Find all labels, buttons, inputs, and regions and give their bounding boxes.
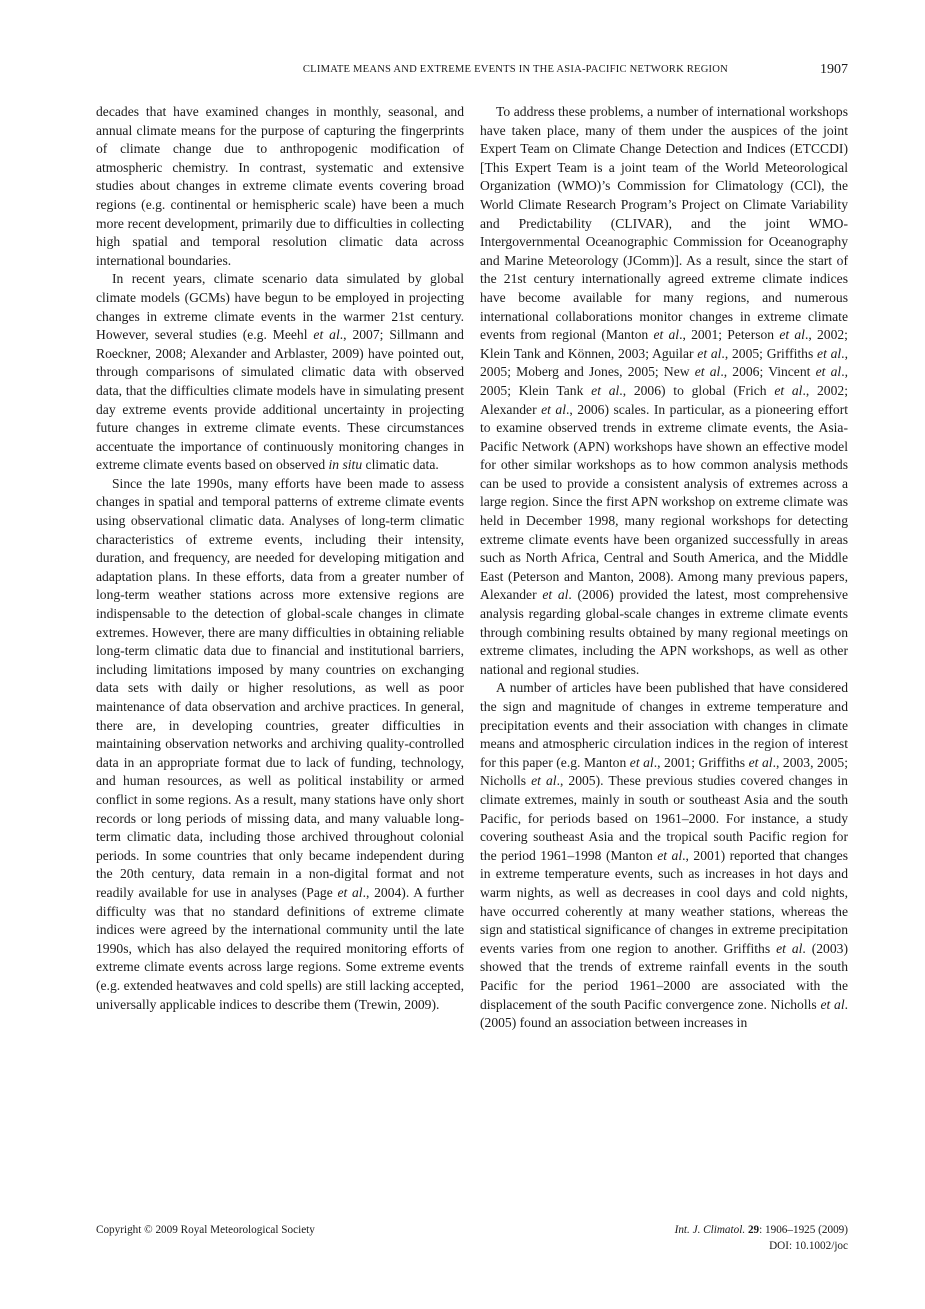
citation-info [675,1222,848,1254]
paragraph: A number of articles have been published that have considered the sign and magnitude of changes in extreme temperature and precipitation events and their association with changes in climate means and atmospheric circulation indices in the region of interest for this paper (e.g. Manton et al., 2001; Griffiths et al., 2003, 2005; Nicholls et al., 2005). These previous studies covered changes in climate extremes, mainly in south or southeast Asia and the south Pacific, for periods based on 1961–2000. For instance, a study covering southeast Asia and the tropical south Pacific region for the period 1961–1998 (Manton et al., 2001) reported that changes in extreme temperature events, such as increases in hot days and warm nights, as well as decreases in cool days and cold nights, have occurred coherently at many weather stations, whereas the sign and statistical significance of changes in extreme precipitation events varies from one region to another. Griffiths et al. (2003) showed that the trends of extreme rainfall events in the south Pacific for the period 1961–2000 are associated with the displacement of the south Pacific convergence zone. Nicholls et al. (2005) found an association between increases in [480,680,849,1031]
copyright-notice: Copyright © 2009 Royal Meteorological Society [96,1224,315,1236]
running-head-title: CLIMATE MEANS AND EXTREME EVENTS IN THE ASIA-PACIFIC NETWORK REGION [302,64,728,75]
paragraph: Since the late 1990s, many efforts have been made to assess changes in spatial and temporal patterns of extreme climate events using observational climatic data. Analyses of long-term climatic characteristics of extreme events, including their intensity, duration, and frequency, are needed for developing mitigation and adaptation plans. In these efforts, data from a greater number of long-term weather stations across more extensive regions are indispensable to the detection of global-scale changes in climate extremes. However, there are many difficulties in obtaining reliable long-term climatic data due to financial and institutional barriers, including limitations imposed by many countries on exchanging data sets with daily or higher resolutions, as well as poor maintenance of data observation and archive practices. In general, there are, in developing countries, greater difficulties in maintaining observation networks and archiving quality-controlled data in an appropriate format due to lack of funding, technology, and human resources, as well as political instability or armed conflict in some regions. As a result, many stations have only short records or long periods of missing data, and many valuable long-term climatic data, including those archived throughout colonial periods. In some countries that only became independent during the 20th century, data remain in a non-digital format and not readily available for use in analyses (Page et al., 2004). A further difficulty was that no standard definitions of extreme climate indices were agreed by the international community until the late 1990s, which has also delayed the required monitoring efforts of extreme climate events across large regions. Some extreme events (e.g. extended heatwaves and cold spells) are still lacking accepted, universally applicable indices to describe them (Trewin, 2009). [96,475,464,1012]
paragraph: decades that have examined changes in monthly, seasonal, and annual climate means for the purpose of capturing the fingerprints of climate change due to anthropogenic modification of atmospheric chemistry. In contrast, systematic and extensive studies about changes in extreme climate events covering broad regions (e.g. continental or hemispheric scale) have been a much more recent development, primarily due to difficulties in collecting high spatial and temporal resolution climatic data across international boundaries. [96,104,464,268]
running-head [96,64,848,82]
right-column [480,103,848,1033]
left-column [96,103,464,1014]
paragraph: To address these problems, a number of international workshops have taken place, many of them under the auspices of the joint Expert Team on Climate Change Detection and Indices (ETCCDI) [This Expert Team is a joint team of the World Meteorological Organization (WMO)’s Commission for Climatology (CCl), the World Climate Research Program’s Project on Climate Variability and Predictability (CLIVAR), and the joint WMO-Intergovernmental Oceanographic Commission for Oceanography and Marine Meteorology (JComm)]. As a result, since the start of the 21st century internationally agreed extreme climate indices have become available for many regions, and numerous international collaborations monitor changes in extreme climate events from regional (Manton et al., 2001; Peterson et al., 2002; Klein Tank and Können, 2003; Aguilar et al., 2005; Griffiths et al., 2005; Moberg and Jones, 2005; New et al., 2006; Vincent et al., 2005; Klein Tank et al., 2006) to global (Frich et al., 2002; Alexander et al., 2006) scales. In particular, as a pioneering effort to examine observed trends in extreme climate events, the Asia-Pacific Network (APN) workshops have shown an effective model for other similar workshops as to how common analysis methods can be used to provide a consistent analysis of extremes across a large region. Since the first APN workshop on extreme climate was held in December 1998, many regional workshops for detecting extreme climate events have been organized successfully in areas such as North Africa, Central and South America, and the Middle East (Peterson and Manton, 2008). Among many previous papers, Alexander et al. (2006) provided the latest, most comprehensive analysis regarding global-scale changes in extreme climate events through combining results obtained by many regional meetings on extreme climates, including the APN workshops, as well as other national and regional studies. [480,104,848,677]
paragraph: In recent years, climate scenario data simulated by global climate models (GCMs) have begun to be employed in projecting changes in extreme climate events in the warmer 21st century. However, several studies (e.g. Meehl et al., 2007; Sillmann and Roeckner, 2008; Alexander and Arblaster, 2009) have pointed out, through comparisons of simulated climatic data with observed data, that the difficulties climate models have in simulating present day extreme events provide additional uncertainty in projecting future changes in extreme climate events. These circumstances accentuate the importance of continuously monitoring changes in extreme climate events based on observed in situ climatic data. [96,271,464,473]
journal-citation: Int. J. Climatol. 29: 1906–1925 (2009) [674,1224,848,1236]
page-number: 1907 [820,62,848,77]
doi: DOI: 10.1002/joc [769,1240,848,1252]
